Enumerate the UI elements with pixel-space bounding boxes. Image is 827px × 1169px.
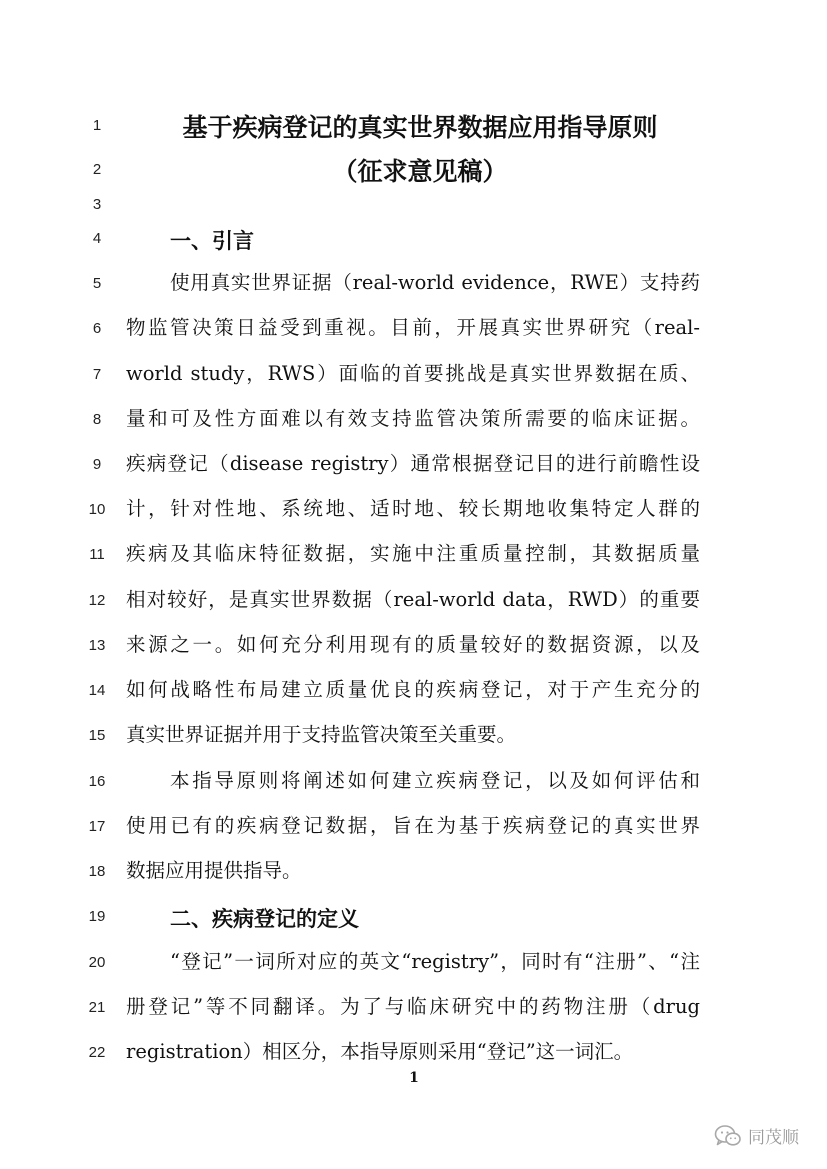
line-number: 15 (88, 727, 106, 744)
line-number: 11 (89, 546, 105, 563)
line-number: 1 (92, 117, 102, 134)
line-number: 12 (88, 592, 106, 609)
body-text-line: 如何战略性布局建立质量优良的疾病登记，对于产生充分的 (126, 678, 700, 701)
line-number: 5 (92, 275, 102, 292)
section-heading-definition: 二、疾病登记的定义 (170, 906, 359, 931)
body-text-line: registration）相区分，本指导原则采用“登记”这一词汇。 (126, 1040, 634, 1063)
line-number: 2 (92, 161, 102, 178)
wechat-icon (714, 1124, 742, 1148)
line-number: 17 (88, 818, 106, 835)
body-text-line: 册登记”等不同翻译。为了与临床研究中的药物注册（drug (126, 995, 700, 1018)
watermark-text: 同茂顺 (748, 1128, 799, 1148)
body-text-line: 真实世界证据并用于支持监管决策至关重要。 (126, 723, 517, 746)
line-number: 22 (88, 1044, 106, 1061)
body-text-line: 使用已有的疾病登记数据，旨在为基于疾病登记的真实世界 (126, 814, 700, 837)
body-text-line: 相对较好，是真实世界数据（real-world data，RWD）的重要 (126, 588, 701, 611)
line-number: 16 (88, 773, 106, 790)
body-text-line: 疾病及其临床特征数据，实施中注重质量控制，其数据质量 (126, 542, 700, 565)
page-number: 1 (409, 1070, 419, 1086)
line-number: 6 (92, 320, 102, 337)
body-text-line: 计，针对性地、系统地、适时地、较长期地收集特定人群的 (126, 497, 700, 520)
document-subtitle: （征求意见稿） (332, 157, 508, 186)
line-number: 19 (88, 908, 106, 925)
line-number: 13 (88, 637, 106, 654)
line-number: 7 (92, 366, 102, 383)
line-number: 21 (88, 999, 106, 1016)
section-heading-introduction: 一、引言 (170, 228, 254, 253)
body-text-line: 物监管决策日益受到重视。目前，开展真实世界研究（real- (126, 316, 700, 339)
line-number: 8 (92, 411, 102, 428)
body-text-line: world study，RWS）面临的首要挑战是真实世界数据在质、 (126, 362, 700, 385)
line-number: 18 (88, 863, 106, 880)
body-text-line: “登记”一词所对应的英文“registry”，同时有“注册”、“注 (170, 950, 700, 973)
body-text-line: 来源之一。如何充分利用现有的质量较好的数据资源，以及 (126, 633, 700, 656)
body-text-line: 疾病登记（disease registry）通常根据登记目的进行前瞻性设 (126, 452, 700, 475)
body-text-line: 数据应用提供指导。 (126, 859, 302, 882)
line-number: 20 (88, 954, 106, 971)
body-text-line: 量和可及性方面难以有效支持监管决策所需要的临床证据。 (126, 407, 700, 430)
line-number: 3 (92, 196, 102, 213)
line-number: 14 (88, 682, 106, 699)
line-number: 9 (92, 456, 102, 473)
body-text-line: 本指导原则将阐述如何建立疾病登记，以及如何评估和 (170, 769, 700, 792)
line-number: 10 (88, 501, 106, 518)
body-text-line: 使用真实世界证据（real-world evidence，RWE）支持药 (170, 271, 700, 294)
document-title: 基于疾病登记的真实世界数据应用指导原则 (182, 113, 658, 142)
line-number: 4 (92, 230, 102, 247)
wechat-watermark (714, 1123, 799, 1148)
